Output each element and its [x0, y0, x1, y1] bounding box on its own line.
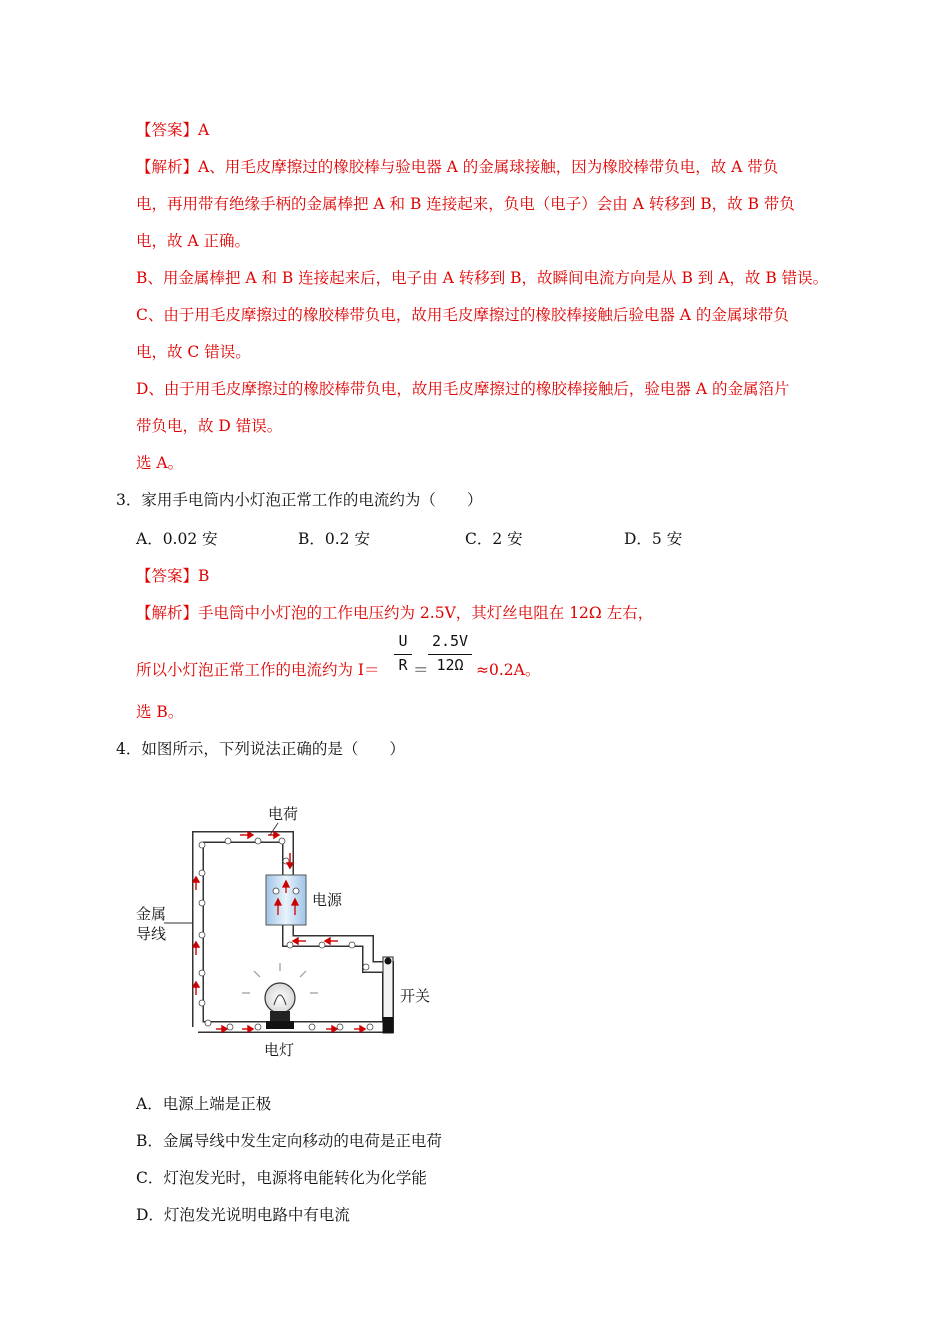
frac2-denominator: 12Ω	[436, 656, 464, 674]
q4-option-d: D．灯泡发光说明电路中有电流	[136, 1206, 350, 1224]
switch	[383, 957, 393, 1033]
q4-stem: 4．如图所示，下列说法正确的是（ ）	[116, 740, 405, 758]
q3-formula-prefix: 所以小灯泡正常工作的电流约为 I＝	[136, 661, 380, 679]
frac1-bar	[394, 654, 412, 655]
q3-formula-suffix: ≈0.2A。	[476, 661, 541, 679]
q3-option-d: D．5 安	[624, 530, 683, 548]
q2-analysis-line-8: 带负电，故 D 错误。	[136, 417, 283, 435]
label-switch: 开关	[400, 987, 431, 1005]
label-wire-2: 导线	[136, 925, 167, 943]
frac2-bar	[428, 654, 472, 655]
q4-option-c: C．灯泡发光时，电源将电能转化为化学能	[136, 1169, 427, 1187]
frac1-denominator: R	[398, 656, 408, 674]
q4-option-b: B．金属导线中发生定向移动的电荷是正电荷	[136, 1132, 442, 1150]
q4-option-a: A．电源上端是正极	[136, 1095, 272, 1113]
q2-analysis-line-7: D、由于用毛皮摩擦过的橡胶棒带负电，故用毛皮摩擦过的橡胶棒接触后，验电器 A 的金属箔片	[136, 380, 790, 398]
q2-answer: 【答案】A	[136, 121, 210, 139]
label-lamp: 电灯	[264, 1041, 295, 1059]
circuit-diagram	[130, 795, 440, 1065]
q2-analysis-line-4: B、用金属棒把 A 和 B 连接起来后，电子由 A 转移到 B，故瞬间电流方向是从 B 到 A，故 B 错误。	[136, 269, 829, 287]
q2-analysis-line-9: 选 A。	[136, 454, 184, 472]
q3-option-c: C．2 安	[465, 530, 523, 548]
formula-equals: ＝	[413, 661, 429, 679]
q3-stem: 3．家用手电筒内小灯泡正常工作的电流约为（ ）	[116, 491, 483, 509]
q2-analysis-line-6: 电，故 C 错误。	[136, 343, 251, 361]
q3-option-b: B．0.2 安	[298, 530, 370, 548]
lamp	[242, 963, 318, 1029]
power-source	[266, 875, 306, 925]
q2-analysis-line-3: 电，故 A 正确。	[136, 232, 251, 250]
label-charge: 电荷	[268, 805, 299, 823]
q3-conclusion: 选 B。	[136, 703, 184, 721]
q2-analysis-line-1: 【解析】A、用毛皮摩擦过的橡胶棒与验电器 A 的金属球接触，因为橡胶棒带负电，故 A 带负	[136, 158, 779, 176]
frac1-numerator: U	[398, 632, 408, 650]
q2-analysis-line-2: 电，再用带有绝缘手柄的金属棒把 A 和 B 连接起来，负电（电子）会由 A 转移到 B，故 B 带负	[136, 195, 795, 213]
label-wire-1: 金属	[136, 905, 167, 923]
frac2-numerator: 2.5V	[431, 632, 469, 650]
label-power-source: 电源	[312, 891, 343, 909]
q3-analysis: 【解析】手电筒中小灯泡的工作电压约为 2.5V，其灯丝电阻在 12Ω 左右，	[136, 604, 654, 622]
q3-option-a: A．0.02 安	[136, 530, 218, 548]
q2-analysis-line-5: C、由于用毛皮摩擦过的橡胶棒带负电，故用毛皮摩擦过的橡胶棒接触后验电器 A 的金属球带负	[136, 306, 789, 324]
q3-answer: 【答案】B	[136, 567, 210, 585]
